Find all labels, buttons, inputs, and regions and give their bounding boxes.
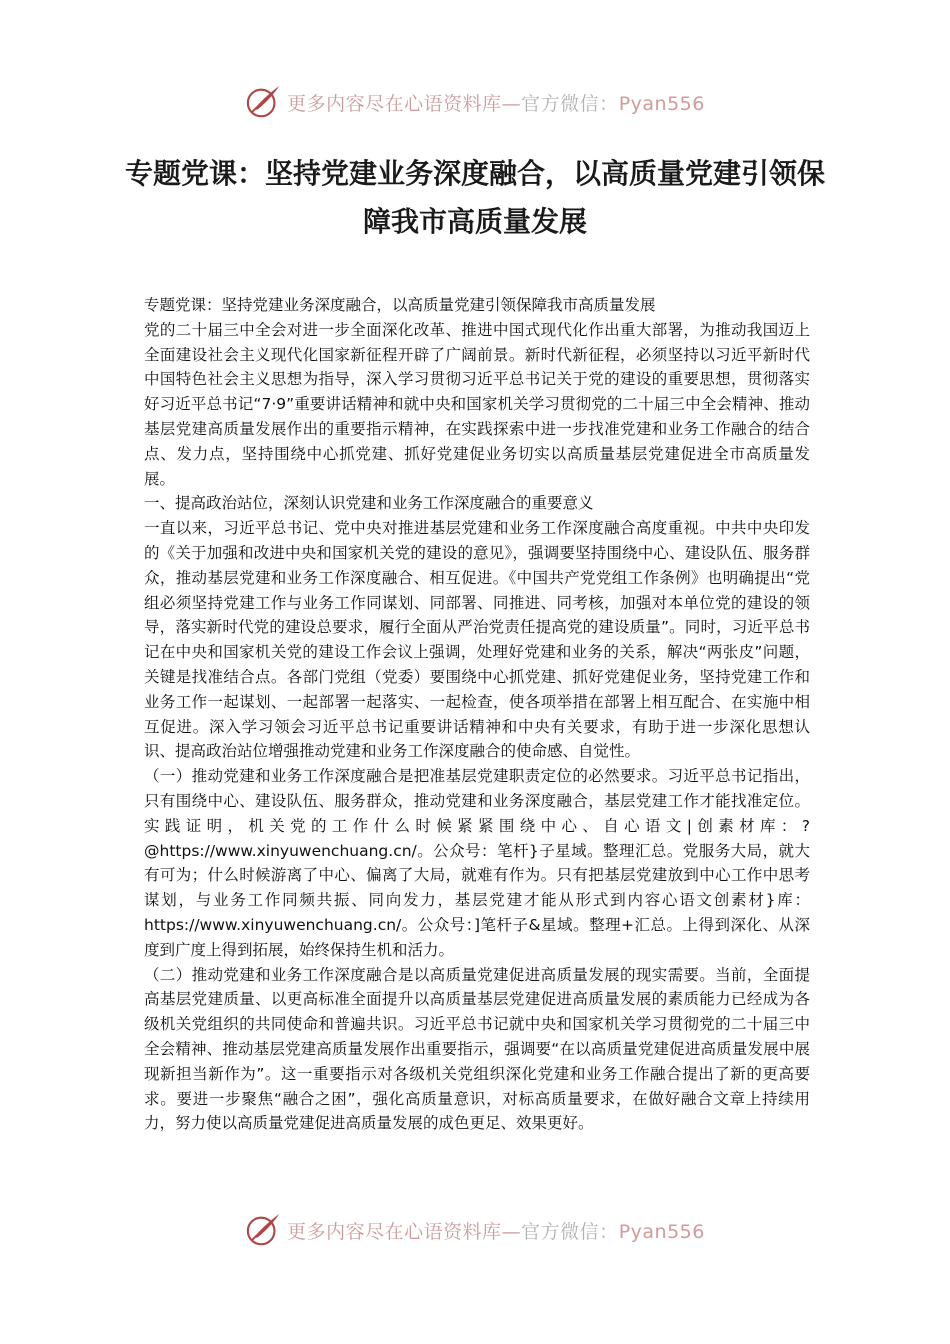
watermark-text xyxy=(287,1217,705,1244)
quill-pen-logo-icon xyxy=(245,1211,283,1249)
watermark-wechat-id: Pyan556 xyxy=(618,1220,705,1243)
body-paragraph: 党的二十届三中全会对进一步全面深化改革、推进中国式现代化作出重大部署，为推动我国迈上全面建设社会主义现代化国家新征程开辟了广阔前景。新时代新征程，必须坚持以习近平新时代中国特色社会主义思想为指导，深入学习贯彻习近平总书记关于党的建设的重要思想，贯彻落实好习近平总书记“7·9”重要讲话精神和就中央和国家机关学习贯彻党的二十届三中全会精神、推动基层党建高质量发展作出的重要指示精神，在实践探索中进一步找准党建和业务工作融合的结合点、发力点，坚持围绕中心抓党建、抓好党建促业务切实以高质量基层党建促进全市高质量发展。 xyxy=(144,320,810,488)
document-body xyxy=(144,293,810,1136)
watermark-wechat-id: Pyan556 xyxy=(618,92,705,115)
footer-watermark-banner xyxy=(0,1208,950,1252)
section-heading: 一、提高政治站位，深刻认识党建和业务工作深度融合的重要意义 xyxy=(144,494,594,513)
body-paragraph: 专题党课：坚持党建业务深度融合，以高质量党建引领保障我市高质量发展 xyxy=(144,296,656,314)
body-paragraph: （二）推动党建和业务工作深度融合是以高质量党建促进高质量发展的现实需要。当前，全面提高基层党建质量、以更高标准全面提升以高质量基层党建促进高质量发展的素质能力已经成为各级机关党组织的共同使命和普遍共识。习近平总书记就中央和国家机关学习贯彻党的二十届三中全会精神、推动基层党建高质量发展作出重要指示，强调要“在以高质量党建促进高质量发展中展现新担当新作为”。这一重要指示对各级机关党组织深化党建和业务工作融合提出了新的更高要求。要进一步聚焦“融合之困”，强化高质量意识，对标高质量要求，在做好融合文章上持续用力，努力使以高质量党建促进高质量发展的成色更足、效果更好。 xyxy=(144,965,810,1133)
watermark-text xyxy=(287,89,705,116)
watermark-main: 更多内容尽在心语资料库— xyxy=(287,92,522,115)
quill-pen-logo-icon xyxy=(245,83,283,121)
body-paragraph: 一直以来，习近平总书记、党中央对推进基层党建和业务工作深度融合高度重视。中共中央印发的《关于加强和改进中央和国家机关党的建设的意见》，强调要坚持围绕中心、建设队伍、服务群众，推动基层党建和业务工作深度融合、相互促进。《中国共产党党组工作条例》也明确提出“党组必须坚持党建工作与业务工作同谋划、同部署、同推进、同考核，加强对本单位党的建设的领导，落实新时代党的建设总要求，履行全面从严治党责任提高党的建设质量”。同时，习近平总书记在中央和国家机关党的建设工作会议上强调，处理好党建和业务的关系，解决“两张皮”问题，关键是找准结合点。各部门党组（党委）要围绕中心抓党建、抓好党建促业务，坚持党建工作和业务工作一起谋划、一起部署一起落实、一起检查，使各项举措在部署上相互配合、在实施中相互促进。深入学习领会习近平总书记重要讲话精神和中央有关要求，有助于进一步深化思想认识、提高政治站位增强推动党建和业务工作深度融合的使命感、自觉性。 xyxy=(144,519,810,761)
watermark-wechat-label: 官方微信： xyxy=(521,1220,619,1243)
watermark-main: 更多内容尽在心语资料库— xyxy=(287,1220,522,1243)
body-paragraph: （一）推动党建和业务工作深度融合是把准基层党建职责定位的必然要求。习近平总书记指出，只有围绕中心、建设队伍、服务群众，推动党建和业务深度融合，基层党建工作才能找准定位。实践证明，机关党的工作什么时候紧紧围绕中心、自心语文|创素材库：?@https://www.xinyuwenchuang.cn/。公众号：笔杆}子星域。整理汇总。党服务大局，就大有可为；什么时候游离了中心、偏离了大局，就难有作为。只有把基层党建放到中心工作中思考谋划，与业务工作同频共振、同向发力，基层党建才能从形式到内容心语文创素材}库：https://www.xinyuwenchuang.cn/。公众号：]笔杆子&星域。整理+汇总。上得到深化、从深度到广度上得到拓展，始终保持生机和活力。 xyxy=(144,767,810,959)
watermark-wechat-label: 官方微信： xyxy=(521,92,619,115)
header-watermark-banner xyxy=(0,80,950,124)
document-title: 专题党课：坚持党建业务深度融合，以高质量党建引领保障我市高质量发展 xyxy=(124,157,825,238)
